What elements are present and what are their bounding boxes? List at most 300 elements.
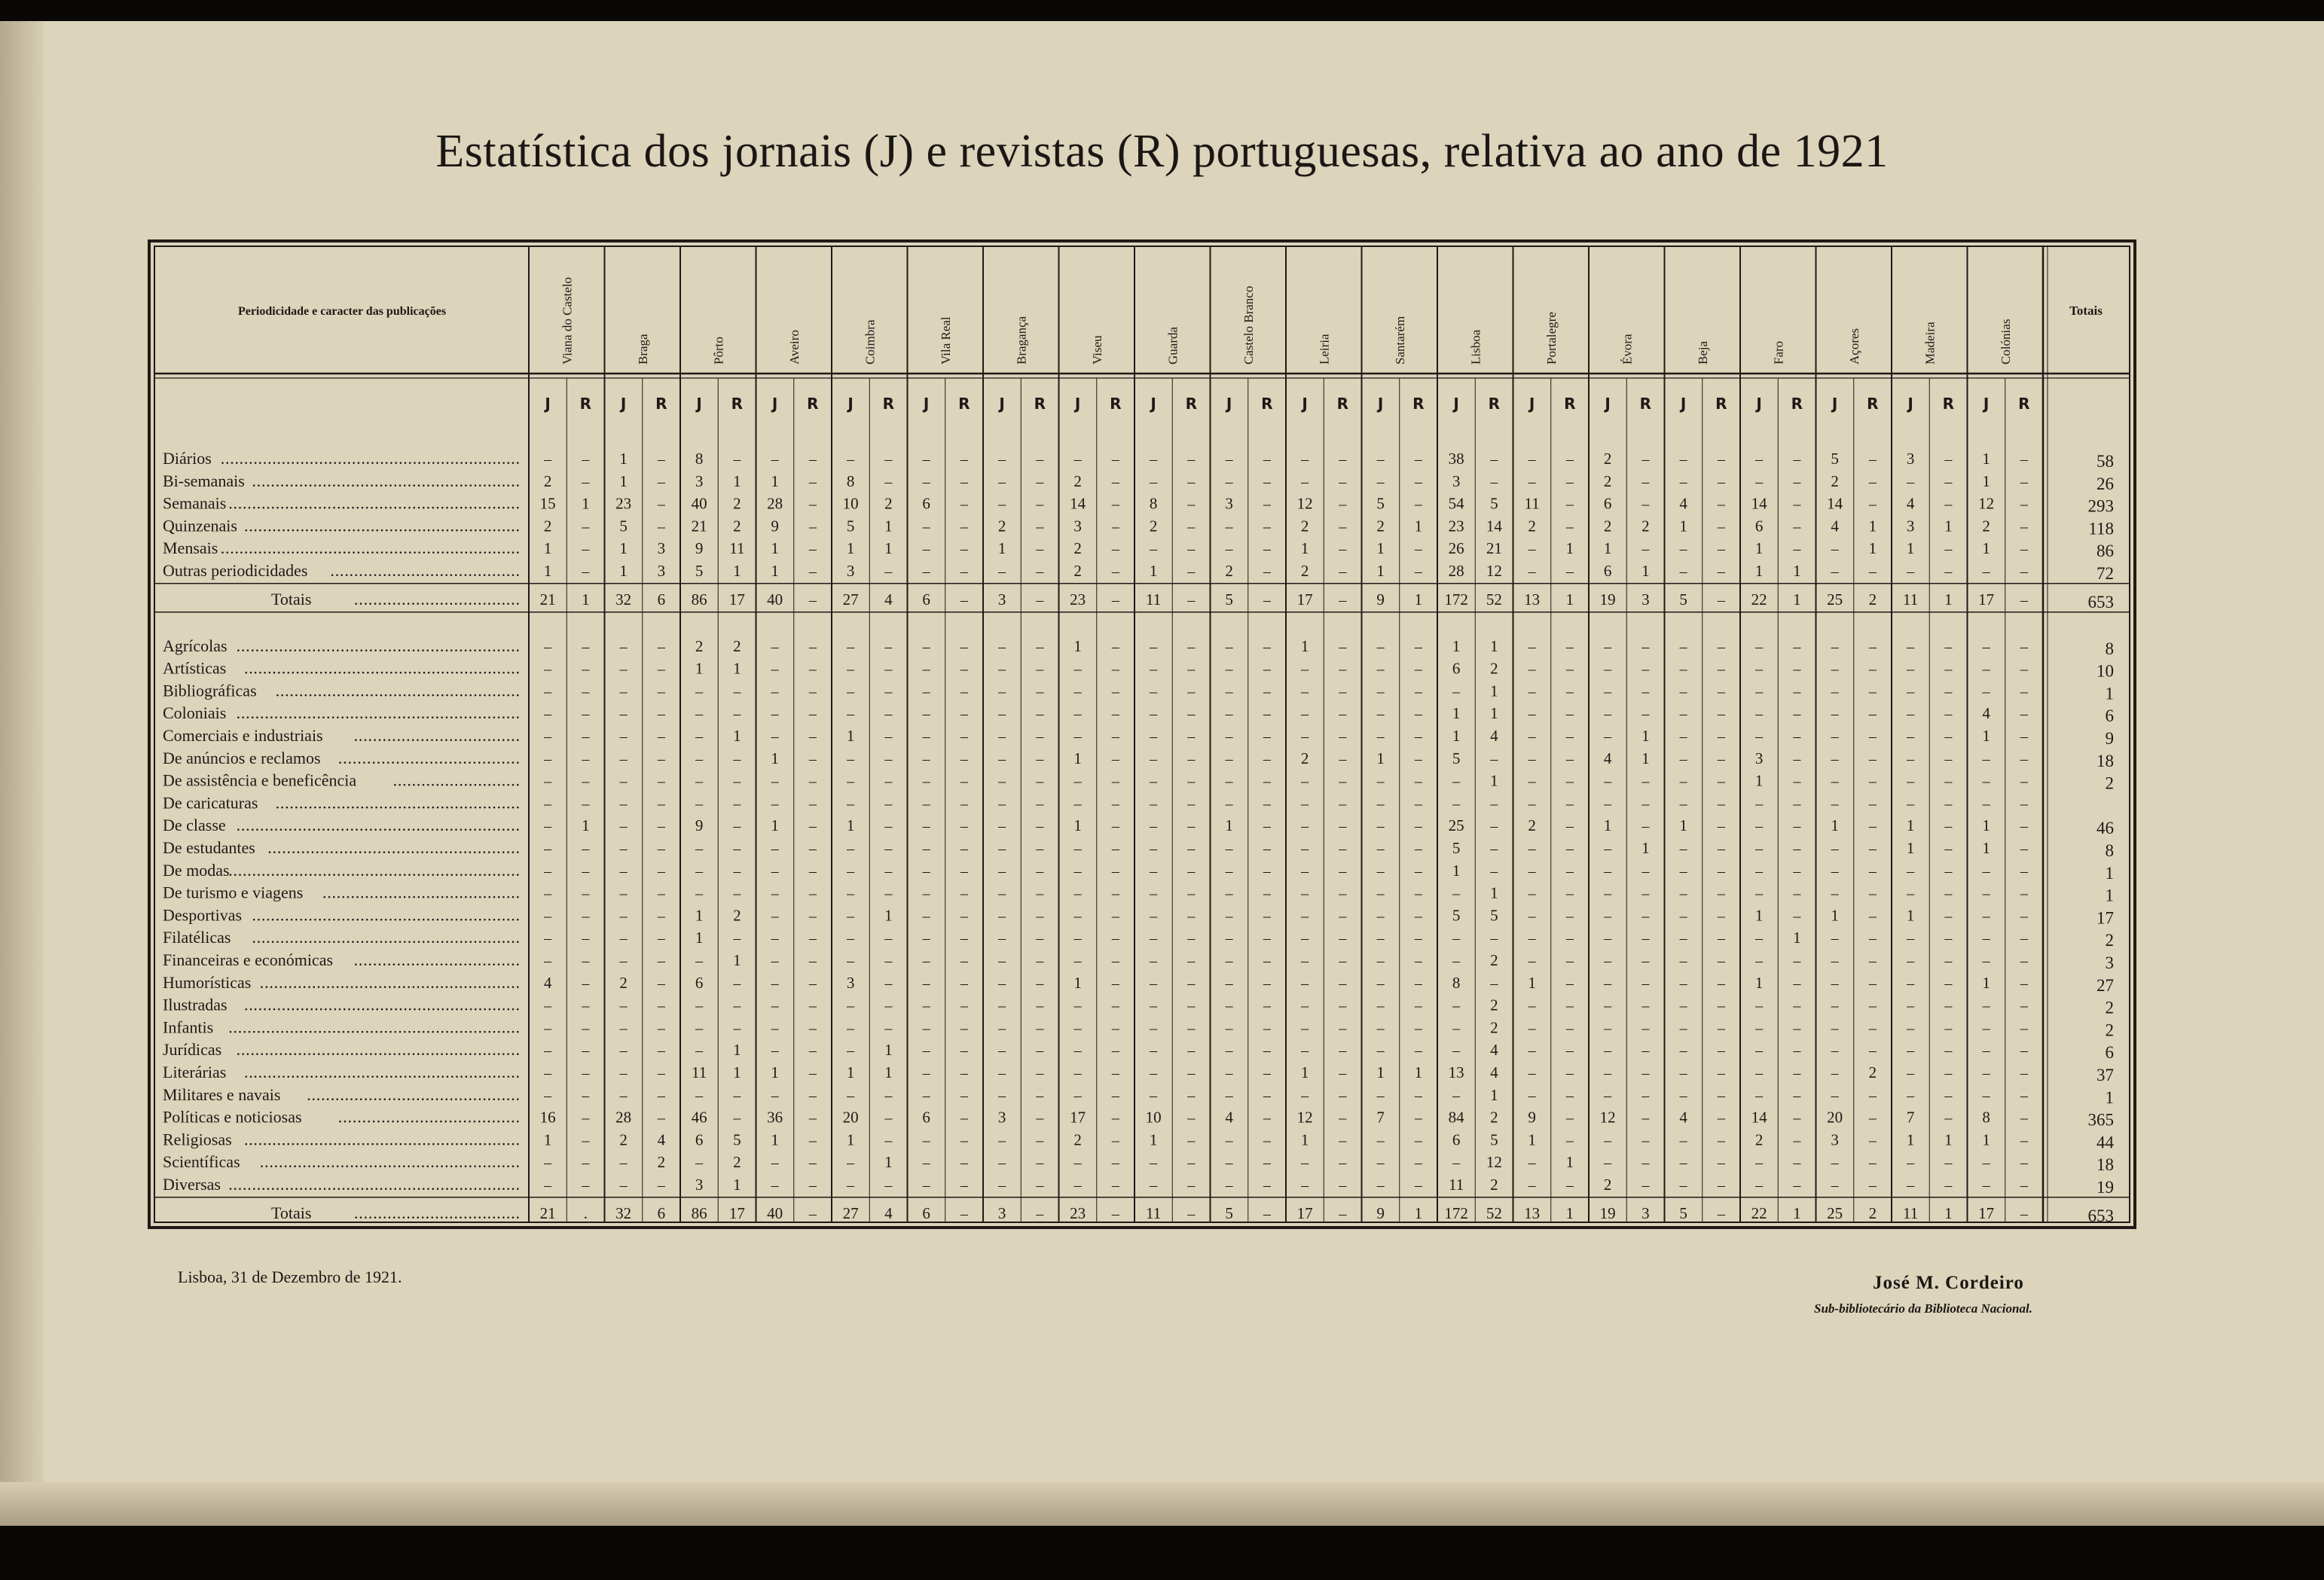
table-cell-dash: – — [1339, 563, 1347, 580]
table-cell-dash: – — [1717, 795, 1725, 813]
table-cell-dash: – — [1982, 773, 1990, 790]
table-cell-dash: – — [1339, 1087, 1347, 1104]
table-cell: 13 — [1448, 1063, 1464, 1081]
table-cell-dash: – — [847, 795, 855, 813]
table-cell: 19 — [1599, 1203, 1616, 1222]
table-cell-dash: – — [1831, 660, 1839, 678]
table-cell-dash: – — [733, 997, 741, 1014]
table-cell-dash: – — [1376, 1132, 1385, 1149]
table-cell-dash: – — [1679, 997, 1687, 1014]
table-cell: 172 — [1444, 1203, 1468, 1222]
table-cell: 4 — [1906, 494, 1915, 513]
table-cell: 2 — [1300, 749, 1309, 767]
table-cell: 17 — [1978, 590, 1995, 609]
table-cell-dash: – — [1565, 975, 1574, 992]
table-cell: 1 — [846, 1130, 855, 1149]
table-cell-dash: – — [733, 975, 741, 992]
j-header: J — [999, 395, 1005, 413]
table-cell-dash: – — [657, 638, 665, 655]
table-cell: 2 — [543, 471, 552, 490]
table-cell-dash: – — [1414, 750, 1422, 767]
table-cell-dash: – — [544, 1154, 552, 1172]
table-cell-dash: – — [1641, 1177, 1650, 1194]
table-cell-dash: – — [960, 750, 968, 767]
table-cell-dash: – — [1565, 1177, 1574, 1194]
table-cell-dash: – — [1868, 1154, 1877, 1172]
table-cell-dash: – — [1755, 728, 1764, 745]
table-cell-dash: – — [998, 1177, 1006, 1194]
row-total: 653 — [2087, 1206, 2114, 1225]
character-row-dots: ...................................... — [337, 748, 520, 767]
table-cell: 2 — [619, 1130, 628, 1149]
table-cell: 25 — [1827, 590, 1843, 609]
table-cell-dash: – — [1187, 818, 1196, 835]
table-cell: 1 — [733, 1041, 741, 1060]
table-cell: 9 — [771, 517, 779, 535]
table-cell-dash: – — [1036, 683, 1044, 700]
table-cell-dash: – — [1187, 541, 1196, 558]
table-cell-dash: – — [922, 660, 930, 678]
table-cell-dash: – — [1263, 591, 1271, 609]
table-cell-dash: – — [1111, 1065, 1119, 1081]
table-cell-dash: – — [1679, 840, 1687, 857]
table-cell-dash: – — [808, 1177, 817, 1194]
table-cell-dash: – — [1982, 953, 1990, 969]
table-cell-dash: – — [998, 1065, 1006, 1081]
table-cell-dash: – — [1793, 862, 1801, 880]
table-cell-dash: – — [1376, 930, 1385, 947]
table-cell-dash: – — [657, 1065, 665, 1081]
r-header: R — [1412, 395, 1425, 413]
table-cell-dash: – — [808, 1087, 817, 1104]
table-cell: 1 — [1376, 1063, 1385, 1081]
table-cell-dash: – — [1263, 795, 1271, 813]
table-cell-dash: – — [922, 840, 930, 857]
table-cell: 1 — [1490, 771, 1498, 790]
table-cell: 1 — [1603, 816, 1612, 835]
table-cell: 54 — [1448, 494, 1464, 513]
table-cell-dash: – — [884, 997, 893, 1014]
table-cell-dash: – — [657, 473, 665, 490]
r-header: R — [1185, 395, 1198, 413]
table-cell-dash: – — [1111, 885, 1119, 902]
table-cell-dash: – — [1528, 885, 1536, 902]
table-cell-dash: – — [960, 1020, 968, 1037]
character-row-dots: .............................................................. — [228, 1017, 520, 1037]
table-cell-dash: – — [808, 683, 817, 700]
r-header: R — [958, 395, 970, 413]
table-cell-dash: – — [695, 1154, 704, 1172]
table-cell-dash: – — [808, 862, 817, 880]
table-cell: 28 — [1448, 562, 1464, 580]
r-header: R — [1336, 395, 1349, 413]
table-cell-dash: – — [1150, 773, 1158, 790]
character-row-label: Jurídicas — [163, 1040, 222, 1060]
table-cell-dash: – — [1111, 563, 1119, 580]
table-cell: 12 — [1296, 1108, 1313, 1127]
row-total: 44 — [2096, 1133, 2114, 1152]
table-cell-dash: – — [2020, 818, 2028, 835]
table-cell-dash: – — [1944, 728, 1953, 745]
row-total: 1 — [2105, 684, 2114, 703]
table-cell-dash: – — [1528, 1020, 1536, 1037]
district-name: Santarém — [1392, 316, 1407, 364]
table-cell-dash: – — [847, 862, 855, 880]
table-cell: 1 — [1754, 539, 1764, 558]
table-cell: 1 — [771, 562, 779, 580]
district-name: Évora — [1620, 334, 1635, 364]
table-cell-dash: – — [1150, 930, 1158, 947]
table-cell-dash: – — [1225, 660, 1233, 678]
table-cell: 17 — [1070, 1108, 1086, 1127]
table-cell-dash: – — [1755, 997, 1764, 1014]
table-cell-dash: – — [808, 818, 817, 835]
table-cell-dash: – — [733, 773, 741, 790]
table-cell-dash: – — [1982, 907, 1990, 925]
row-total: 365 — [2087, 1110, 2114, 1130]
table-cell-dash: – — [1376, 975, 1385, 992]
table-cell: 28 — [615, 1108, 632, 1127]
table-cell-dash: – — [1604, 862, 1612, 880]
table-cell-dash: – — [1528, 473, 1536, 490]
table-cell: 2 — [733, 517, 741, 535]
j-header: J — [1605, 395, 1611, 413]
table-cell-dash: – — [1565, 518, 1574, 535]
table-cell-dash: – — [544, 451, 552, 468]
table-cell-dash: – — [1339, 638, 1347, 655]
table-cell-dash: – — [582, 1020, 590, 1037]
table-cell: 5 — [1679, 590, 1687, 609]
table-cell: 4 — [884, 1203, 893, 1222]
table-cell-dash: – — [922, 997, 930, 1014]
table-cell-dash: – — [695, 862, 704, 880]
table-cell: 1 — [1565, 1153, 1574, 1172]
table-cell-dash: – — [1036, 975, 1044, 992]
table-cell: 21 — [1486, 539, 1502, 558]
table-cell-dash: – — [1982, 997, 1990, 1014]
table-cell: 40 — [767, 590, 783, 609]
table-cell-dash: – — [1036, 660, 1044, 678]
table-cell-dash: – — [1150, 795, 1158, 813]
table-cell-dash: – — [998, 496, 1006, 513]
table-cell-dash: – — [1301, 997, 1309, 1014]
table-cell: 1 — [1982, 471, 1990, 490]
table-cell-dash: – — [1150, 997, 1158, 1014]
table-cell-dash: – — [2020, 1020, 2028, 1037]
r-header: R — [1715, 395, 1727, 413]
table-cell-dash: – — [1111, 451, 1119, 468]
table-cell-dash: – — [1641, 773, 1650, 790]
table-cell-dash: – — [1907, 997, 1915, 1014]
r-header: R — [1261, 395, 1273, 413]
table-cell: 1 — [1225, 816, 1233, 835]
table-cell-dash: – — [1225, 1087, 1233, 1104]
table-cell: 1 — [884, 906, 893, 925]
table-cell-dash: – — [1641, 1154, 1650, 1172]
table-cell-dash: – — [884, 862, 893, 880]
table-cell-dash: – — [1982, 683, 1990, 700]
table-cell: 2 — [543, 517, 552, 535]
district-name: Açores — [1846, 328, 1861, 364]
table-cell-dash: – — [1679, 1042, 1687, 1060]
j-header: J — [696, 395, 702, 413]
table-cell-dash: – — [582, 750, 590, 767]
table-cell-dash: – — [847, 930, 855, 947]
table-cell-dash: – — [771, 840, 779, 857]
table-cell: 6 — [922, 1108, 930, 1127]
table-cell-dash: – — [808, 473, 817, 490]
table-cell: 1 — [582, 494, 590, 513]
table-cell-dash: – — [1907, 1177, 1915, 1194]
table-cell-dash: – — [1717, 750, 1725, 767]
table-cell-dash: – — [1150, 750, 1158, 767]
table-cell-dash: – — [808, 1065, 817, 1081]
table-cell-dash: – — [1868, 975, 1877, 992]
table-cell-dash: – — [1073, 451, 1082, 468]
table-cell-dash: – — [1793, 1065, 1801, 1081]
district-name: Beja — [1695, 340, 1710, 364]
table-cell-dash: – — [1831, 1065, 1839, 1081]
table-cell: 1 — [619, 539, 628, 558]
table-cell-dash: – — [1339, 660, 1347, 678]
table-cell-dash: – — [582, 795, 590, 813]
character-row-dots: ...................................... — [337, 1107, 520, 1127]
table-cell-dash: – — [1944, 773, 1953, 790]
table-cell-dash: – — [1868, 1042, 1877, 1060]
table-cell-dash: – — [1831, 1087, 1839, 1104]
table-cell-dash: – — [1225, 840, 1233, 857]
table-cell-dash: – — [1187, 997, 1196, 1014]
table-cell: 2 — [1300, 562, 1309, 580]
row-total: 6 — [2105, 1043, 2114, 1063]
table-cell-dash: – — [771, 773, 779, 790]
table-cell-dash: – — [1982, 1065, 1990, 1081]
table-cell-dash: – — [1225, 541, 1233, 558]
table-cell-dash: – — [1225, 1065, 1233, 1081]
table-cell: 2 — [1528, 517, 1536, 535]
table-cell-dash: – — [1793, 660, 1801, 678]
r-header: R — [1942, 395, 1955, 413]
table-cell-dash: – — [2020, 930, 2028, 947]
j-header: J — [1150, 395, 1156, 413]
table-cell-dash: – — [922, 451, 930, 468]
table-cell-dash: – — [847, 750, 855, 767]
table-cell-dash: – — [808, 1132, 817, 1149]
table-cell-dash: – — [1036, 518, 1044, 535]
table-cell-dash: – — [1414, 1087, 1422, 1104]
table-cell-dash: – — [1717, 1042, 1725, 1060]
table-cell: 3 — [1906, 517, 1915, 535]
table-cell-dash: – — [733, 862, 741, 880]
table-cell: 1 — [1754, 562, 1764, 580]
table-cell-dash: – — [1982, 930, 1990, 947]
table-cell: 1 — [582, 590, 590, 609]
character-row-label: De classe — [163, 816, 226, 835]
table-cell: 1 — [884, 1153, 893, 1172]
table-cell-dash: – — [1263, 840, 1271, 857]
table-cell-dash: – — [1868, 885, 1877, 902]
table-cell: 25 — [1448, 816, 1464, 835]
table-cell-dash: – — [1831, 683, 1839, 700]
row-total: 2 — [2105, 773, 2114, 793]
table-cell-dash: – — [1907, 773, 1915, 790]
table-cell-dash: – — [1982, 1154, 1990, 1172]
table-cell-dash: – — [1036, 930, 1044, 947]
table-cell: 1 — [733, 562, 741, 580]
table-cell-dash: – — [1339, 862, 1347, 880]
table-cell-dash: – — [998, 473, 1006, 490]
table-cell: 2 — [1073, 471, 1082, 490]
table-cell-dash: – — [1944, 862, 1953, 880]
table-cell-dash: – — [1263, 496, 1271, 513]
table-cell-dash: – — [1301, 1177, 1309, 1194]
table-cell-dash: – — [1679, 473, 1687, 490]
table-cell-dash: – — [1982, 795, 1990, 813]
table-cell-dash: – — [695, 840, 704, 857]
table-cell-dash: – — [808, 541, 817, 558]
table-cell-dash: – — [960, 728, 968, 745]
table-cell-dash: – — [922, 795, 930, 813]
table-cell-dash: – — [1907, 930, 1915, 947]
table-cell-dash: – — [1944, 907, 1953, 925]
row-total: 2 — [2105, 1020, 2114, 1040]
table-cell: 28 — [767, 494, 783, 513]
table-cell-dash: – — [1339, 473, 1347, 490]
table-cell-dash: – — [1036, 818, 1044, 835]
table-cell-dash: – — [544, 728, 552, 745]
table-cell: 1 — [1754, 906, 1764, 925]
periodicity-row-dots: ................................................................ — [220, 538, 520, 558]
table-cell-dash: – — [1150, 907, 1158, 925]
table-cell-dash: – — [1717, 1205, 1725, 1222]
table-cell-dash: – — [1111, 795, 1119, 813]
table-cell: 1 — [619, 450, 628, 468]
table-cell-dash: – — [1339, 683, 1347, 700]
table-cell-dash: – — [1187, 1087, 1196, 1104]
table-cell-dash: – — [2020, 907, 2028, 925]
table-cell-dash: – — [1414, 840, 1422, 857]
table-cell-dash: – — [884, 930, 893, 947]
table-cell-dash: – — [1301, 907, 1309, 925]
table-cell-dash: – — [1073, 953, 1082, 969]
table-cell-dash: – — [1868, 563, 1877, 580]
character-row-dots: ..................................................... — [267, 838, 520, 857]
table-cell: 14 — [1751, 494, 1767, 513]
table-cell-dash: – — [1414, 795, 1422, 813]
table-cell: 17 — [728, 1203, 745, 1222]
table-cell-dash: – — [544, 1177, 552, 1194]
row-total: 37 — [2096, 1066, 2114, 1084]
table-cell-dash: – — [657, 840, 665, 857]
table-cell-dash: – — [1187, 1177, 1196, 1194]
table-cell-dash: – — [808, 451, 817, 468]
table-cell-dash: – — [998, 1087, 1006, 1104]
table-cell-dash: – — [1944, 496, 1953, 513]
table-cell-dash: – — [884, 1087, 893, 1104]
table-cell-dash: – — [1339, 1020, 1347, 1037]
district-name: Viseu — [1089, 335, 1104, 364]
table-cell: 1 — [1793, 1203, 1801, 1222]
table-cell-dash: – — [619, 907, 628, 925]
table-cell-dash: – — [1831, 975, 1839, 992]
table-cell-dash: – — [544, 795, 552, 813]
table-cell-dash: – — [1111, 591, 1119, 609]
table-cell: 1 — [1793, 562, 1801, 580]
table-cell-dash: – — [1301, 728, 1309, 745]
table-cell-dash: – — [1263, 773, 1271, 790]
table-cell: 2 — [1490, 951, 1498, 969]
table-cell-dash: – — [1414, 1042, 1422, 1060]
table-cell: 3 — [1641, 590, 1650, 609]
table-cell-dash: – — [1755, 683, 1764, 700]
table-cell-dash: – — [1755, 953, 1764, 969]
table-cell-dash: – — [884, 840, 893, 857]
r-header: R — [1488, 395, 1501, 413]
table-cell-dash: – — [582, 773, 590, 790]
row-total: 17 — [2096, 908, 2114, 928]
table-cell: 3 — [1641, 1203, 1650, 1222]
table-cell-dash: – — [1717, 638, 1725, 655]
table-cell-dash: – — [1187, 473, 1196, 490]
table-cell-dash: – — [998, 563, 1006, 580]
table-cell-dash: – — [960, 451, 968, 468]
table-cell-dash: – — [1339, 728, 1347, 745]
r-header: R — [1564, 395, 1576, 413]
table-cell-dash: – — [1641, 930, 1650, 947]
table-cell-dash: – — [808, 795, 817, 813]
table-cell-dash: – — [1263, 1109, 1271, 1127]
table-cell: 1 — [771, 539, 779, 558]
table-cell-dash: – — [619, 728, 628, 745]
table-cell-dash: – — [1944, 660, 1953, 678]
header-label: Periodicidade e caracter das publicações — [237, 305, 447, 318]
table-cell-dash: – — [771, 1177, 779, 1194]
table-cell: 5 — [1452, 906, 1461, 925]
table-cell-dash: – — [582, 1065, 590, 1081]
table-cell-dash: – — [1150, 706, 1158, 723]
table-cell: 3 — [695, 471, 704, 490]
table-cell-dash: – — [808, 496, 817, 513]
table-cell-dash: – — [1793, 496, 1801, 513]
district-name: Castelo Branco — [1241, 285, 1256, 364]
table-cell-dash: – — [1073, 795, 1082, 813]
table-cell-dash: – — [922, 1132, 930, 1149]
table-cell-dash: – — [1111, 1042, 1119, 1060]
table-cell-dash: – — [847, 1042, 855, 1060]
table-cell-dash: – — [1831, 541, 1839, 558]
table-cell-dash: – — [1717, 1132, 1725, 1149]
table-cell-dash: – — [1565, 1042, 1574, 1060]
table-cell-dash: – — [1755, 862, 1764, 880]
table-cell-dash: – — [619, 840, 628, 857]
table-cell: 1 — [1490, 682, 1498, 700]
table-cell-dash: – — [1868, 930, 1877, 947]
table-cell-dash: – — [1604, 1132, 1612, 1149]
table-cell-dash: – — [1868, 451, 1877, 468]
table-cell-dash: – — [1187, 451, 1196, 468]
j-header: J — [1453, 395, 1459, 413]
table-cell-dash: – — [1641, 1109, 1650, 1127]
table-cell-dash: – — [1604, 773, 1612, 790]
table-cell-dash: – — [1565, 840, 1574, 857]
table-cell-dash: – — [1301, 706, 1309, 723]
table-cell-dash: – — [657, 953, 665, 969]
periodicity-row-label: Quinzenais — [163, 516, 237, 535]
table-cell-dash: – — [998, 750, 1006, 767]
r-header: R — [882, 395, 895, 413]
table-cell-dash: – — [1717, 683, 1725, 700]
table-cell-dash: – — [1641, 907, 1650, 925]
